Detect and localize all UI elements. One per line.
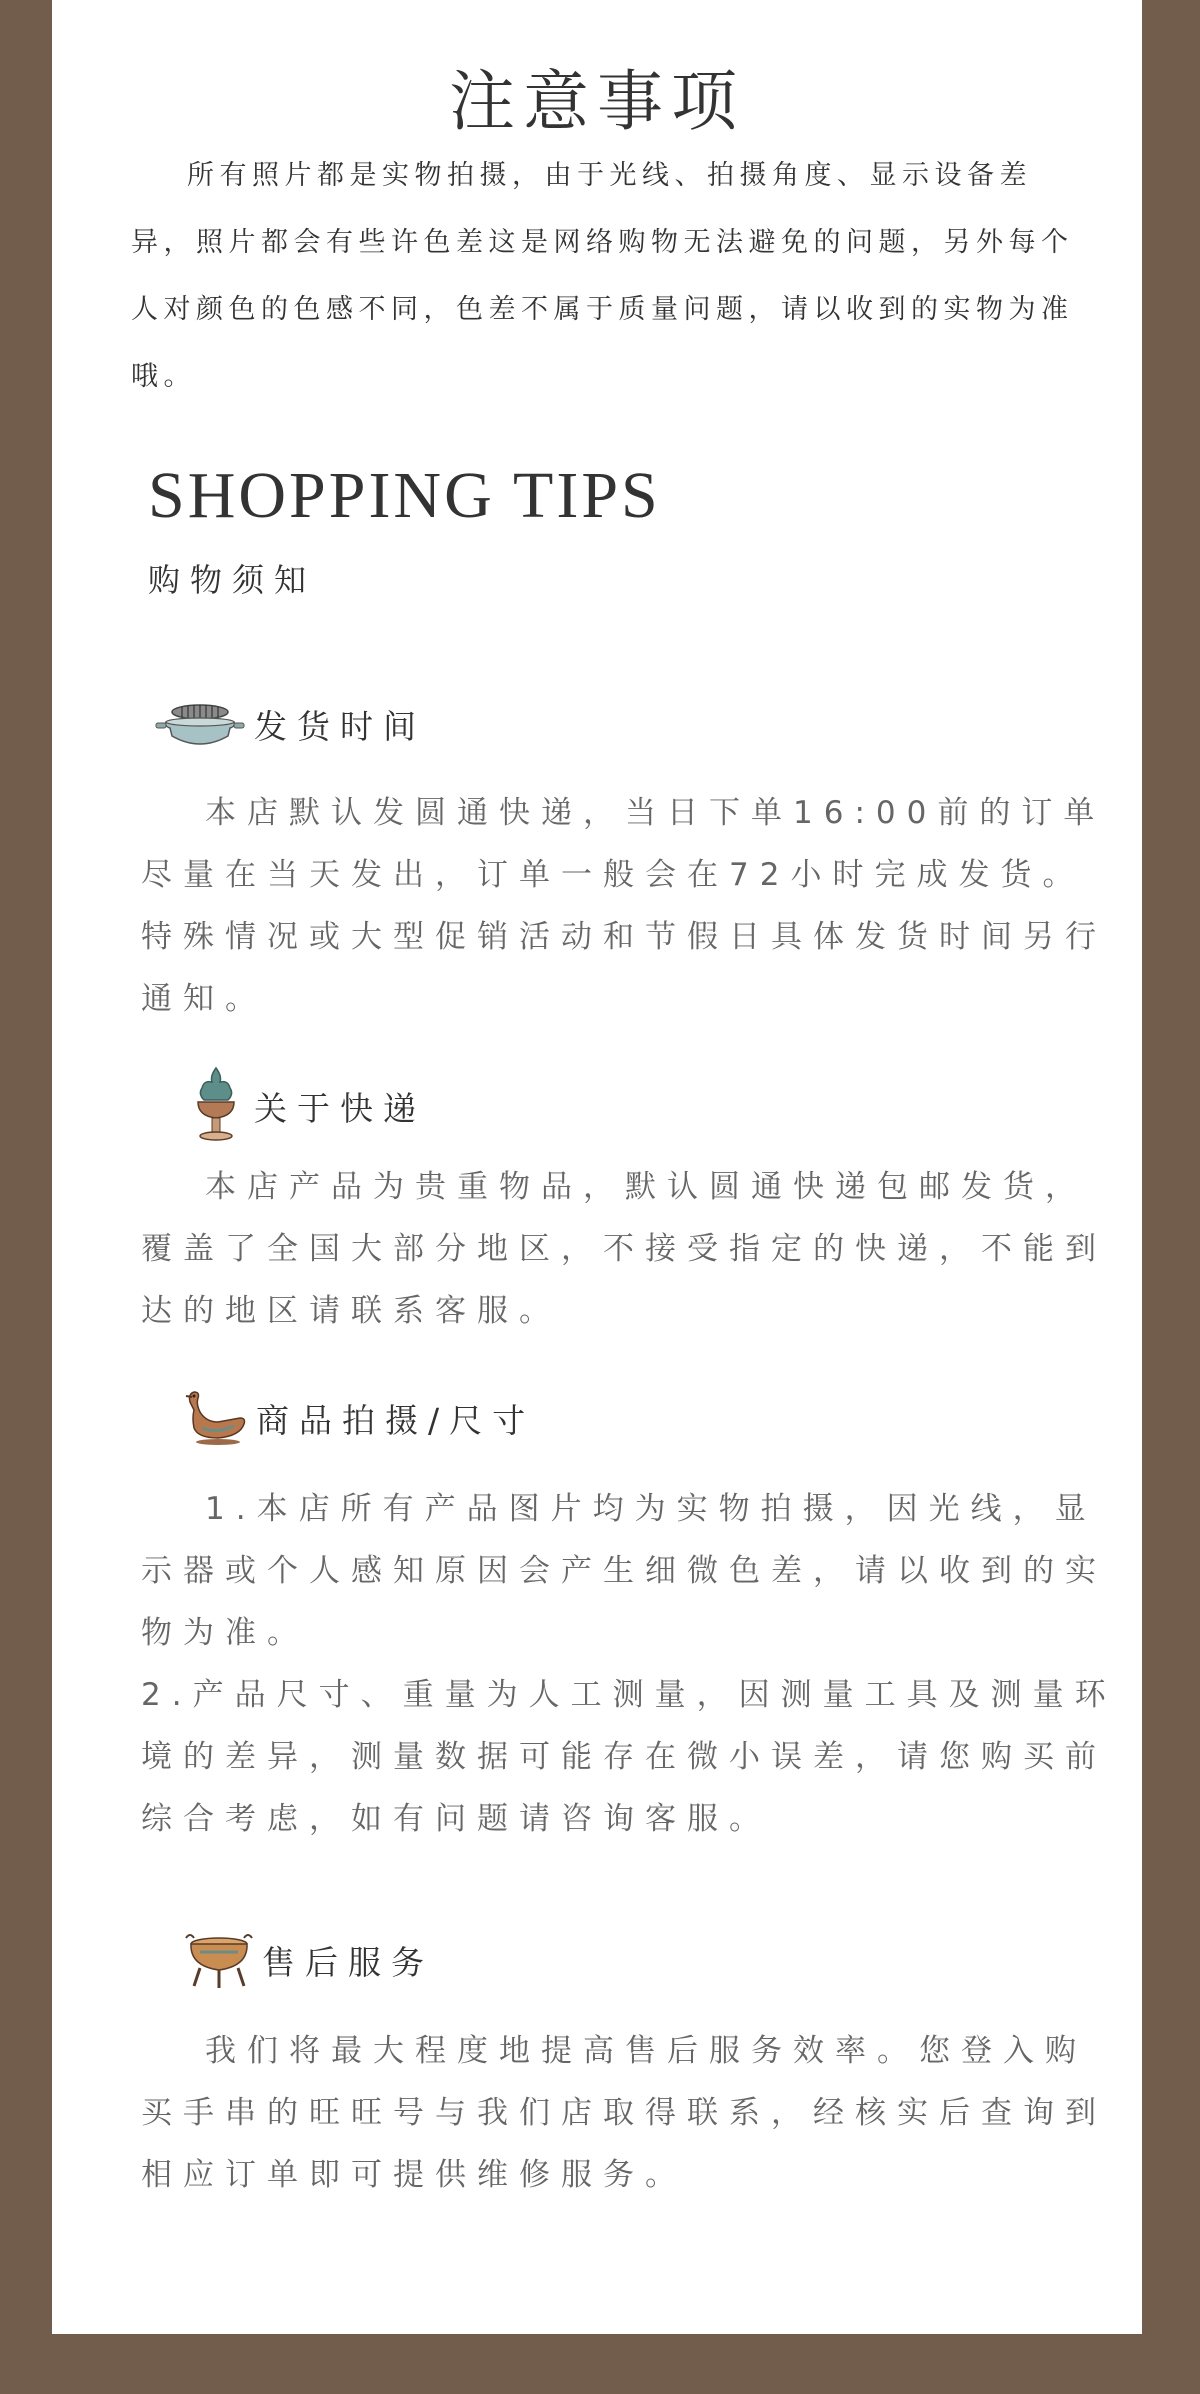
section-heading-photo-size <box>182 1386 535 1450</box>
notice-title: 注意事项 <box>449 63 745 140</box>
section-paragraph: 本店产品为贵重物品，默认圆通快递包邮发货，覆盖了全国大部分地区，不接受指定的快递，不能到达的地区请联系客服。 <box>141 1169 1107 1329</box>
section-heading-express <box>184 1064 426 1148</box>
shopping-tips-subtitle: 购物须知 <box>148 561 317 599</box>
notice-body <box>131 142 1091 410</box>
tripod-cauldron-icon <box>182 1928 256 1992</box>
duck-ornament-icon <box>182 1386 250 1450</box>
section-heading-label: 商品拍摄/尺寸 <box>256 1400 536 1440</box>
section-body-shipping-time <box>141 782 1121 1030</box>
content-card <box>52 0 1142 2334</box>
section-heading-label: 售后服务 <box>262 1942 434 1982</box>
section-paragraph: 我们将最大程度地提高售后服务效率。您登入购买手串的旺旺号与我们店取得联系，经核实后查询到相应订单即可提供维修服务。 <box>141 2033 1107 2193</box>
section-body-photo-size <box>141 1478 1121 1850</box>
section-paragraph: 2.产品尺寸、重量为人工测量，因测量工具及测量环境的差异，测量数据可能存在微小误差，请您购买前综合考虑，如有问题请咨询客服。 <box>141 1677 1117 1837</box>
section-heading-shipping-time <box>152 692 426 756</box>
section-heading-label: 关于快递 <box>254 1088 426 1128</box>
incense-burner-icon <box>152 692 248 756</box>
censer-goblet-icon <box>184 1064 248 1148</box>
section-paragraph: 1.本店所有产品图片均为实物拍摄，因光线，显示器或个人感知原因会产生细微色差，请以收到的实物为准。 <box>141 1491 1107 1651</box>
section-heading-label: 发货时间 <box>254 706 426 746</box>
section-heading-after-sales <box>182 1928 434 1992</box>
shopping-tips-title: SHOPPING TIPS <box>148 459 661 532</box>
notice-paragraph: 所有照片都是实物拍摄，由于光线、拍摄角度、显示设备差异，照片都会有些许色差这是网络购物无法避免的问题，另外每个人对颜色的色感不同，色差不属于质量问题，请以收到的实物为准哦。 <box>131 160 1074 392</box>
section-body-after-sales <box>141 2020 1121 2206</box>
section-body-express <box>141 1156 1121 1342</box>
section-paragraph: 本店默认发圆通快递，当日下单16:00前的订单尽量在当天发出，订单一般会在72小时完成发货。特殊情况或大型促销活动和节假日具体发货时间另行通知。 <box>141 795 1107 1017</box>
